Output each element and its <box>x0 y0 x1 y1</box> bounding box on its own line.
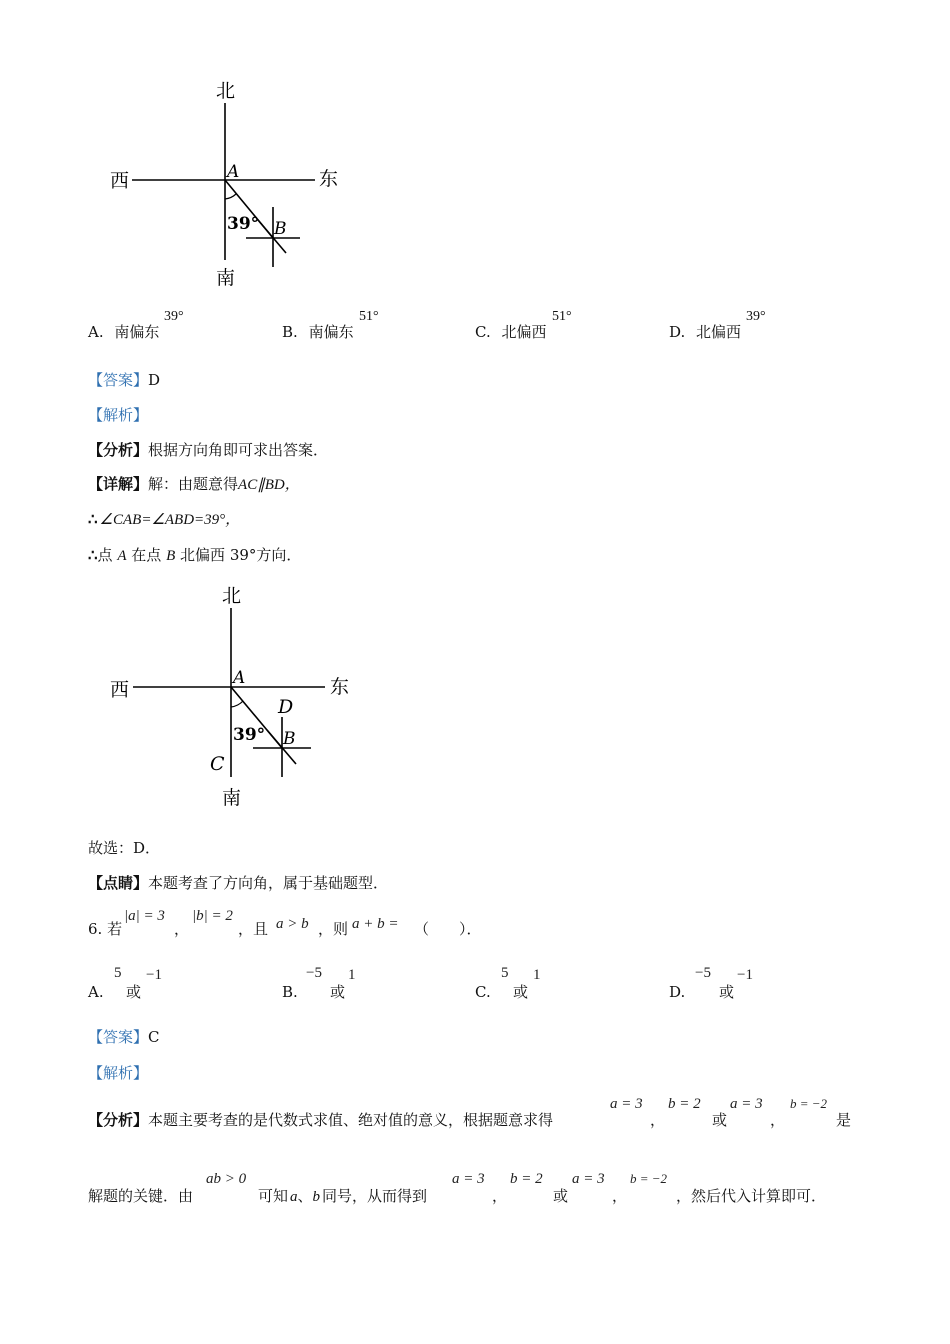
option-text: 北偏西 <box>696 323 742 341</box>
q6-stem <box>88 919 122 939</box>
q5-analysis-tag: 【解析】 <box>88 406 149 424</box>
q6-expr: a + b = <box>352 916 399 932</box>
q5-line-2 <box>88 509 240 530</box>
angle-arc <box>231 701 243 707</box>
option-or: 或 <box>719 983 735 1001</box>
option-letter: D. <box>669 983 686 1001</box>
q5-option-a[interactable] <box>88 322 159 342</box>
q6-option-d[interactable] <box>669 962 809 1002</box>
math-a-eq-3: a = 3 <box>572 1171 605 1187</box>
answer-value: D <box>148 371 161 389</box>
var-a: a <box>290 1189 298 1205</box>
option-value-1: 5 <box>114 965 122 981</box>
option-letter: D. <box>669 323 686 341</box>
dianjing-tag: 【点睛】 <box>88 874 149 892</box>
option-letter: C. <box>475 983 491 1001</box>
math-b-eq-2: b = 2 <box>668 1096 701 1112</box>
xiangjie-math: AC∥BD， <box>238 477 300 493</box>
label-north: 北 <box>216 80 236 102</box>
label-west: 西 <box>110 170 130 192</box>
option-text: 南偏东 <box>114 323 160 341</box>
label-point-c: C <box>210 753 225 775</box>
option-letter: A. <box>88 983 104 1001</box>
q6-cond-1: |a| = 3 <box>124 908 165 924</box>
text-segment: 点 <box>97 546 113 564</box>
therefore-symbol: ∴ <box>88 510 98 528</box>
text-segment: 同号，从而得到 <box>322 1187 428 1205</box>
answer-tag: 【答案】 <box>88 1028 149 1046</box>
q6-cond-3: a > b <box>276 916 309 932</box>
label-angle: 39° <box>227 214 260 234</box>
q5-option-d-degree: 39° <box>746 309 766 324</box>
or-word: 或 <box>712 1111 728 1129</box>
option-value-2: 1 <box>348 967 356 983</box>
q6-then: ，则 <box>318 920 349 938</box>
direction-figure-1 <box>100 75 360 290</box>
math-ab-gt-0: ab > 0 <box>206 1171 247 1187</box>
option-or: 或 <box>513 983 529 1001</box>
q6-line-2-mid <box>258 1186 427 1207</box>
q5-option-c[interactable] <box>475 322 547 342</box>
text-segment: 在点 <box>131 546 162 564</box>
fenxi-tag: 【分析】 <box>88 441 149 459</box>
q6-option-b[interactable] <box>282 962 422 1002</box>
label-point-a: A <box>233 668 246 688</box>
q5-xiangjie-line <box>88 474 300 495</box>
label-south: 南 <box>222 787 242 809</box>
q5-option-b[interactable] <box>282 322 354 342</box>
q5-answer-line <box>88 370 160 390</box>
question-number: 6. <box>88 920 103 938</box>
option-letter: B. <box>282 323 298 341</box>
comma: ， <box>650 1111 666 1129</box>
is-word: 是 <box>836 1111 852 1129</box>
fenxi-tag: 【分析】 <box>88 1111 149 1129</box>
label-south: 南 <box>216 267 236 289</box>
label-west: 西 <box>110 679 130 701</box>
label-east: 东 <box>330 676 350 698</box>
label-point-b: B <box>283 729 296 749</box>
label-east: 东 <box>319 168 339 190</box>
q5-fenxi-line <box>88 440 328 460</box>
point-b: B <box>166 548 176 564</box>
label-angle: 39° <box>233 725 266 745</box>
angle-arc <box>225 194 236 199</box>
q5-option-b-degree: 51° <box>359 309 379 324</box>
math-b-eq-2: b = 2 <box>510 1171 543 1187</box>
text-segment: 可知 <box>258 1187 289 1205</box>
label-point-b: B <box>274 219 287 239</box>
option-or: 或 <box>126 983 142 1001</box>
option-text: 南偏东 <box>308 323 354 341</box>
text-segment: 北偏西 39°方向． <box>180 546 302 564</box>
option-value-2: −1 <box>737 967 753 983</box>
option-value-1: −5 <box>306 965 322 981</box>
comma: ， <box>612 1187 628 1205</box>
point-a: A <box>117 548 127 564</box>
q6-cond-2: |b| = 2 <box>192 908 233 924</box>
math-a-eq-3: a = 3 <box>452 1171 485 1187</box>
angle-equation: ∠CAB=∠ABD=39°， <box>99 512 241 528</box>
answer-tag: 【答案】 <box>88 371 149 389</box>
math-b-eq-neg2: b = −2 <box>790 1096 828 1111</box>
therefore-symbol: ∴ <box>88 546 98 564</box>
math-a-eq-3: a = 3 <box>610 1096 643 1112</box>
q5-option-d[interactable] <box>669 322 741 342</box>
comma: ， <box>492 1187 508 1205</box>
answer-value: C <box>148 1028 160 1046</box>
fenxi-text: 本题主要考查的是代数式求值、绝对值的意义，根据题意求得 <box>148 1111 554 1129</box>
math-a-eq-3: a = 3 <box>730 1096 763 1112</box>
q6-fenxi-line <box>88 1110 553 1130</box>
direction-figure-2 <box>100 580 370 810</box>
q6-option-c[interactable] <box>475 962 615 1002</box>
q6-paren: （ ）． <box>414 920 482 938</box>
comma: ， <box>770 1111 786 1129</box>
q5-option-c-degree: 51° <box>552 309 572 324</box>
fenxi-text: 根据方向角即可求出答案． <box>148 441 329 459</box>
xiangjie-tag: 【详解】 <box>88 475 149 493</box>
q6-line-2-end: ，然后代入计算即可． <box>676 1187 827 1205</box>
q5-option-a-degree: 39° <box>164 309 184 324</box>
q6-answer-line <box>88 1027 160 1047</box>
text-segment: 、 <box>297 1187 313 1205</box>
xiangjie-text: 解：由题意得 <box>148 475 239 493</box>
math-b-eq-neg2: b = −2 <box>630 1171 668 1186</box>
option-letter: B. <box>282 983 298 1001</box>
label-point-d: D <box>278 696 294 718</box>
option-letter: A. <box>88 323 104 341</box>
stem-text: 若 <box>107 920 123 938</box>
q6-and: ，且 <box>238 920 269 938</box>
label-point-a: A <box>227 162 240 182</box>
label-north: 北 <box>222 585 242 607</box>
or-word: 或 <box>553 1187 569 1205</box>
option-letter: C. <box>475 323 491 341</box>
option-text: 北偏西 <box>501 323 547 341</box>
dianjing-text: 本题考查了方向角，属于基础题型． <box>148 874 389 892</box>
q5-line-3 <box>88 545 301 566</box>
q5-choose-line: 故选：D． <box>88 839 161 857</box>
q6-analysis-tag: 【解析】 <box>88 1064 149 1082</box>
option-value-1: 5 <box>501 965 509 981</box>
option-value-2: −1 <box>146 967 162 983</box>
option-value-1: −5 <box>695 965 711 981</box>
q6-line-2-start: 解题的关键．由 <box>88 1187 194 1205</box>
option-value-2: 1 <box>533 967 541 983</box>
q6-comma: ， <box>174 920 190 938</box>
var-b: b <box>312 1189 321 1205</box>
option-or: 或 <box>330 983 346 1001</box>
q6-option-a[interactable] <box>88 962 228 1002</box>
q5-dianjing-line <box>88 873 388 893</box>
